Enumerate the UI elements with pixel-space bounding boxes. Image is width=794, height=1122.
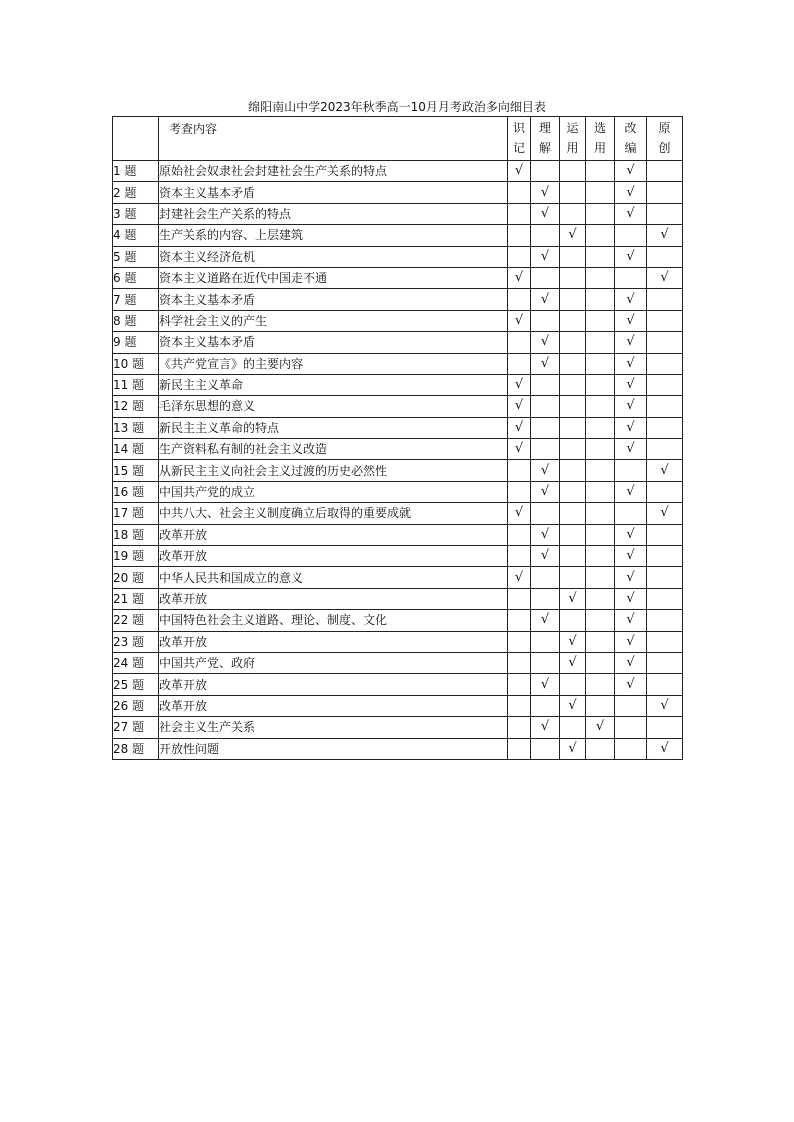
check-mark-cell: √ bbox=[508, 396, 531, 417]
check-mark-cell bbox=[586, 374, 615, 395]
check-mark-cell bbox=[531, 439, 560, 460]
check-mark-cell bbox=[560, 374, 586, 395]
check-mark-cell bbox=[560, 182, 586, 203]
question-number: 7 题 bbox=[113, 289, 159, 310]
table-row bbox=[113, 481, 683, 502]
header-level-text: 理 bbox=[538, 121, 551, 135]
check-mark-cell bbox=[586, 567, 615, 588]
table-row bbox=[113, 332, 683, 353]
check-mark-cell: √ bbox=[531, 524, 560, 545]
check-mark-cell bbox=[508, 546, 531, 567]
question-content: 资本主义基本矛盾 bbox=[159, 182, 508, 203]
check-mark-cell bbox=[508, 203, 531, 224]
check-mark-cell bbox=[586, 631, 615, 652]
table-row bbox=[113, 267, 683, 288]
check-mark-cell: √ bbox=[586, 717, 615, 738]
check-mark-cell: √ bbox=[560, 225, 586, 246]
check-mark-cell bbox=[560, 546, 586, 567]
check-mark-cell: √ bbox=[508, 161, 531, 182]
check-mark-cell: √ bbox=[508, 417, 531, 438]
table-row bbox=[113, 503, 683, 524]
check-mark-cell: √ bbox=[560, 738, 586, 759]
check-mark-cell: √ bbox=[531, 246, 560, 267]
check-mark-cell bbox=[531, 161, 560, 182]
check-mark-cell: √ bbox=[531, 182, 560, 203]
header-level-recall bbox=[508, 117, 531, 161]
check-mark-cell bbox=[615, 460, 647, 481]
check-mark-cell: √ bbox=[531, 332, 560, 353]
check-mark-cell bbox=[560, 674, 586, 695]
check-mark-cell bbox=[586, 439, 615, 460]
check-mark-cell: √ bbox=[647, 695, 683, 716]
check-mark-cell: √ bbox=[615, 631, 647, 652]
check-mark-cell: √ bbox=[508, 374, 531, 395]
header-level-text: 用 bbox=[566, 141, 579, 155]
question-number: 24 题 bbox=[113, 652, 159, 673]
check-mark-cell bbox=[586, 588, 615, 609]
check-mark-cell bbox=[508, 289, 531, 310]
question-content: 中国共产党、政府 bbox=[159, 652, 508, 673]
check-mark-cell: √ bbox=[560, 695, 586, 716]
question-number: 26 题 bbox=[113, 695, 159, 716]
table-row bbox=[113, 374, 683, 395]
check-mark-cell bbox=[647, 610, 683, 631]
specification-table bbox=[112, 116, 683, 760]
check-mark-cell bbox=[647, 652, 683, 673]
question-content: 封建社会生产关系的特点 bbox=[159, 203, 508, 224]
check-mark-cell: √ bbox=[531, 481, 560, 502]
table-row bbox=[113, 460, 683, 481]
check-mark-cell bbox=[586, 546, 615, 567]
table-row bbox=[113, 246, 683, 267]
check-mark-cell bbox=[508, 524, 531, 545]
header-level-text: 创 bbox=[658, 141, 671, 155]
question-content: 改革开放 bbox=[159, 631, 508, 652]
check-mark-cell bbox=[647, 374, 683, 395]
question-content: 科学社会主义的产生 bbox=[159, 310, 508, 331]
question-content: 资本主义基本矛盾 bbox=[159, 289, 508, 310]
check-mark-cell: √ bbox=[531, 460, 560, 481]
check-mark-cell bbox=[560, 503, 586, 524]
check-mark-cell bbox=[647, 396, 683, 417]
check-mark-cell bbox=[647, 567, 683, 588]
header-level-text: 选 bbox=[593, 121, 606, 135]
check-mark-cell bbox=[508, 588, 531, 609]
header-level-adapted bbox=[615, 117, 647, 161]
check-mark-cell bbox=[531, 310, 560, 331]
table-row bbox=[113, 396, 683, 417]
check-mark-cell bbox=[508, 460, 531, 481]
check-mark-cell bbox=[586, 417, 615, 438]
question-number: 19 题 bbox=[113, 546, 159, 567]
check-mark-cell bbox=[531, 225, 560, 246]
table-row bbox=[113, 738, 683, 759]
check-mark-cell bbox=[560, 332, 586, 353]
header-level-text: 识 bbox=[512, 121, 525, 135]
check-mark-cell bbox=[508, 353, 531, 374]
table-row bbox=[113, 289, 683, 310]
check-mark-cell: √ bbox=[615, 374, 647, 395]
check-mark-cell: √ bbox=[647, 738, 683, 759]
header-level-text: 用 bbox=[593, 141, 606, 155]
check-mark-cell bbox=[560, 289, 586, 310]
check-mark-cell bbox=[586, 481, 615, 502]
header-level-apply bbox=[560, 117, 586, 161]
question-number: 6 题 bbox=[113, 267, 159, 288]
check-mark-cell bbox=[647, 161, 683, 182]
table-row bbox=[113, 695, 683, 716]
table-row bbox=[113, 310, 683, 331]
check-mark-cell bbox=[508, 182, 531, 203]
check-mark-cell bbox=[531, 374, 560, 395]
check-mark-cell bbox=[586, 203, 615, 224]
check-mark-cell bbox=[586, 310, 615, 331]
check-mark-cell: √ bbox=[615, 203, 647, 224]
table-row bbox=[113, 182, 683, 203]
document-title: 绵阳南山中学2023年秋季高一10月月考政治多向细目表 bbox=[248, 100, 546, 114]
question-number: 11 题 bbox=[113, 374, 159, 395]
question-number: 14 题 bbox=[113, 439, 159, 460]
question-number: 20 题 bbox=[113, 567, 159, 588]
question-content: 资本主义经济危机 bbox=[159, 246, 508, 267]
check-mark-cell bbox=[647, 353, 683, 374]
check-mark-cell bbox=[560, 417, 586, 438]
check-mark-cell bbox=[647, 674, 683, 695]
check-mark-cell bbox=[531, 631, 560, 652]
check-mark-cell bbox=[560, 481, 586, 502]
check-mark-cell bbox=[586, 353, 615, 374]
check-mark-cell bbox=[586, 738, 615, 759]
check-mark-cell: √ bbox=[615, 310, 647, 331]
check-mark-cell bbox=[560, 246, 586, 267]
question-number: 18 题 bbox=[113, 524, 159, 545]
question-content: 中国特色社会主义道路、理论、制度、文化 bbox=[159, 610, 508, 631]
question-number: 12 题 bbox=[113, 396, 159, 417]
table-row bbox=[113, 417, 683, 438]
check-mark-cell bbox=[560, 439, 586, 460]
check-mark-cell: √ bbox=[615, 353, 647, 374]
check-mark-cell bbox=[647, 631, 683, 652]
question-content: 改革开放 bbox=[159, 524, 508, 545]
check-mark-cell bbox=[586, 695, 615, 716]
check-mark-cell: √ bbox=[615, 396, 647, 417]
table-row bbox=[113, 353, 683, 374]
check-mark-cell: √ bbox=[560, 631, 586, 652]
check-mark-cell bbox=[586, 161, 615, 182]
question-number: 10 题 bbox=[113, 353, 159, 374]
check-mark-cell: √ bbox=[615, 182, 647, 203]
check-mark-cell bbox=[560, 203, 586, 224]
check-mark-cell: √ bbox=[531, 610, 560, 631]
question-number: 28 题 bbox=[113, 738, 159, 759]
check-mark-cell bbox=[560, 353, 586, 374]
check-mark-cell: √ bbox=[615, 567, 647, 588]
check-mark-cell bbox=[586, 652, 615, 673]
question-content: 改革开放 bbox=[159, 695, 508, 716]
question-number: 4 题 bbox=[113, 225, 159, 246]
question-content: 改革开放 bbox=[159, 546, 508, 567]
check-mark-cell bbox=[586, 460, 615, 481]
check-mark-cell bbox=[586, 182, 615, 203]
check-mark-cell bbox=[615, 225, 647, 246]
question-content: 中华人民共和国成立的意义 bbox=[159, 567, 508, 588]
header-content-label: 考查内容 bbox=[159, 117, 508, 161]
check-mark-cell bbox=[531, 567, 560, 588]
check-mark-cell bbox=[508, 225, 531, 246]
check-mark-cell: √ bbox=[615, 161, 647, 182]
header-level-text: 编 bbox=[624, 141, 637, 155]
check-mark-cell: √ bbox=[615, 289, 647, 310]
header-level-understand bbox=[531, 117, 560, 161]
question-content: 生产资料私有制的社会主义改造 bbox=[159, 439, 508, 460]
check-mark-cell bbox=[531, 588, 560, 609]
check-mark-cell: √ bbox=[615, 674, 647, 695]
question-number: 25 题 bbox=[113, 674, 159, 695]
question-number: 21 题 bbox=[113, 588, 159, 609]
header-empty-cell bbox=[113, 117, 159, 161]
check-mark-cell bbox=[615, 267, 647, 288]
table-header bbox=[113, 117, 683, 161]
question-content: 中共八大、社会主义制度确立后取得的重要成就 bbox=[159, 503, 508, 524]
check-mark-cell: √ bbox=[531, 289, 560, 310]
check-mark-cell bbox=[647, 203, 683, 224]
table-row bbox=[113, 631, 683, 652]
question-content: 原始社会奴隶社会封建社会生产关系的特点 bbox=[159, 161, 508, 182]
check-mark-cell: √ bbox=[508, 267, 531, 288]
table-row bbox=[113, 546, 683, 567]
check-mark-cell bbox=[586, 332, 615, 353]
check-mark-cell: √ bbox=[531, 674, 560, 695]
check-mark-cell bbox=[647, 481, 683, 502]
table-row bbox=[113, 674, 683, 695]
check-mark-cell bbox=[560, 460, 586, 481]
check-mark-cell bbox=[560, 161, 586, 182]
check-mark-cell bbox=[615, 503, 647, 524]
question-number: 23 题 bbox=[113, 631, 159, 652]
question-content: 生产关系的内容、上层建筑 bbox=[159, 225, 508, 246]
check-mark-cell bbox=[560, 567, 586, 588]
question-content: 从新民主主义向社会主义过渡的历史必然性 bbox=[159, 460, 508, 481]
check-mark-cell bbox=[586, 524, 615, 545]
check-mark-cell bbox=[586, 289, 615, 310]
check-mark-cell bbox=[508, 610, 531, 631]
check-mark-cell: √ bbox=[508, 567, 531, 588]
table-row bbox=[113, 524, 683, 545]
table-row bbox=[113, 161, 683, 182]
question-number: 27 题 bbox=[113, 717, 159, 738]
question-number: 2 题 bbox=[113, 182, 159, 203]
table-row bbox=[113, 610, 683, 631]
check-mark-cell bbox=[586, 246, 615, 267]
header-level-original bbox=[647, 117, 683, 161]
check-mark-cell: √ bbox=[615, 546, 647, 567]
table-row bbox=[113, 588, 683, 609]
question-number: 17 题 bbox=[113, 503, 159, 524]
check-mark-cell bbox=[508, 652, 531, 673]
check-mark-cell: √ bbox=[508, 503, 531, 524]
question-number: 1 题 bbox=[113, 161, 159, 182]
check-mark-cell: √ bbox=[560, 588, 586, 609]
question-number: 8 题 bbox=[113, 310, 159, 331]
check-mark-cell bbox=[560, 717, 586, 738]
check-mark-cell bbox=[615, 695, 647, 716]
table-row bbox=[113, 225, 683, 246]
check-mark-cell bbox=[647, 588, 683, 609]
question-content: 社会主义生产关系 bbox=[159, 717, 508, 738]
check-mark-cell: √ bbox=[508, 310, 531, 331]
check-mark-cell: √ bbox=[560, 652, 586, 673]
question-number: 3 题 bbox=[113, 203, 159, 224]
check-mark-cell bbox=[531, 738, 560, 759]
check-mark-cell bbox=[586, 674, 615, 695]
check-mark-cell bbox=[647, 310, 683, 331]
check-mark-cell: √ bbox=[647, 503, 683, 524]
question-content: 资本主义道路在近代中国走不通 bbox=[159, 267, 508, 288]
check-mark-cell: √ bbox=[615, 439, 647, 460]
check-mark-cell bbox=[508, 717, 531, 738]
check-mark-cell: √ bbox=[647, 225, 683, 246]
check-mark-cell bbox=[615, 738, 647, 759]
check-mark-cell bbox=[531, 417, 560, 438]
check-mark-cell bbox=[586, 503, 615, 524]
header-level-text: 改 bbox=[624, 121, 637, 135]
question-content: 开放性问题 bbox=[159, 738, 508, 759]
table-row bbox=[113, 717, 683, 738]
check-mark-cell bbox=[560, 310, 586, 331]
check-mark-cell: √ bbox=[615, 524, 647, 545]
table-body bbox=[113, 161, 683, 760]
check-mark-cell bbox=[508, 674, 531, 695]
check-mark-cell bbox=[531, 503, 560, 524]
check-mark-cell bbox=[560, 610, 586, 631]
question-content: 资本主义基本矛盾 bbox=[159, 332, 508, 353]
check-mark-cell: √ bbox=[615, 588, 647, 609]
check-mark-cell bbox=[531, 267, 560, 288]
check-mark-cell: √ bbox=[531, 203, 560, 224]
check-mark-cell bbox=[586, 225, 615, 246]
question-content: 新民主主义革命 bbox=[159, 374, 508, 395]
check-mark-cell: √ bbox=[531, 717, 560, 738]
check-mark-cell: √ bbox=[647, 460, 683, 481]
check-mark-cell bbox=[531, 695, 560, 716]
question-number: 16 题 bbox=[113, 481, 159, 502]
check-mark-cell bbox=[647, 417, 683, 438]
check-mark-cell bbox=[586, 610, 615, 631]
check-mark-cell bbox=[615, 717, 647, 738]
check-mark-cell: √ bbox=[531, 353, 560, 374]
question-content: 中国共产党的成立 bbox=[159, 481, 508, 502]
check-mark-cell bbox=[560, 267, 586, 288]
check-mark-cell bbox=[647, 524, 683, 545]
check-mark-cell: √ bbox=[647, 267, 683, 288]
question-number: 15 题 bbox=[113, 460, 159, 481]
check-mark-cell bbox=[560, 524, 586, 545]
header-level-text: 原 bbox=[658, 121, 671, 135]
question-content: 改革开放 bbox=[159, 588, 508, 609]
check-mark-cell bbox=[560, 396, 586, 417]
question-number: 9 题 bbox=[113, 332, 159, 353]
question-number: 13 题 bbox=[113, 417, 159, 438]
check-mark-cell bbox=[531, 396, 560, 417]
check-mark-cell bbox=[508, 695, 531, 716]
table-row bbox=[113, 652, 683, 673]
check-mark-cell: √ bbox=[615, 417, 647, 438]
header-level-text: 记 bbox=[512, 141, 525, 155]
check-mark-cell: √ bbox=[508, 439, 531, 460]
check-mark-cell bbox=[586, 396, 615, 417]
question-content: 毛泽东思想的意义 bbox=[159, 396, 508, 417]
check-mark-cell bbox=[647, 717, 683, 738]
check-mark-cell bbox=[647, 332, 683, 353]
check-mark-cell bbox=[508, 738, 531, 759]
question-number: 22 题 bbox=[113, 610, 159, 631]
check-mark-cell: √ bbox=[615, 652, 647, 673]
check-mark-cell: √ bbox=[531, 546, 560, 567]
check-mark-cell bbox=[586, 267, 615, 288]
check-mark-cell bbox=[508, 246, 531, 267]
check-mark-cell: √ bbox=[615, 610, 647, 631]
header-level-text: 运 bbox=[566, 121, 579, 135]
check-mark-cell bbox=[508, 631, 531, 652]
check-mark-cell bbox=[647, 289, 683, 310]
table-row bbox=[113, 439, 683, 460]
question-number: 5 题 bbox=[113, 246, 159, 267]
question-content: 《共产党宣言》的主要内容 bbox=[159, 353, 508, 374]
table-row bbox=[113, 203, 683, 224]
check-mark-cell: √ bbox=[615, 332, 647, 353]
check-mark-cell bbox=[647, 546, 683, 567]
check-mark-cell bbox=[647, 246, 683, 267]
check-mark-cell: √ bbox=[615, 481, 647, 502]
header-level-text: 解 bbox=[538, 141, 551, 155]
check-mark-cell bbox=[647, 439, 683, 460]
check-mark-cell bbox=[508, 332, 531, 353]
header-level-selected bbox=[586, 117, 615, 161]
check-mark-cell bbox=[508, 481, 531, 502]
check-mark-cell bbox=[647, 182, 683, 203]
question-content: 新民主主义革命的特点 bbox=[159, 417, 508, 438]
table-row bbox=[113, 567, 683, 588]
check-mark-cell: √ bbox=[615, 246, 647, 267]
question-content: 改革开放 bbox=[159, 674, 508, 695]
check-mark-cell bbox=[531, 652, 560, 673]
